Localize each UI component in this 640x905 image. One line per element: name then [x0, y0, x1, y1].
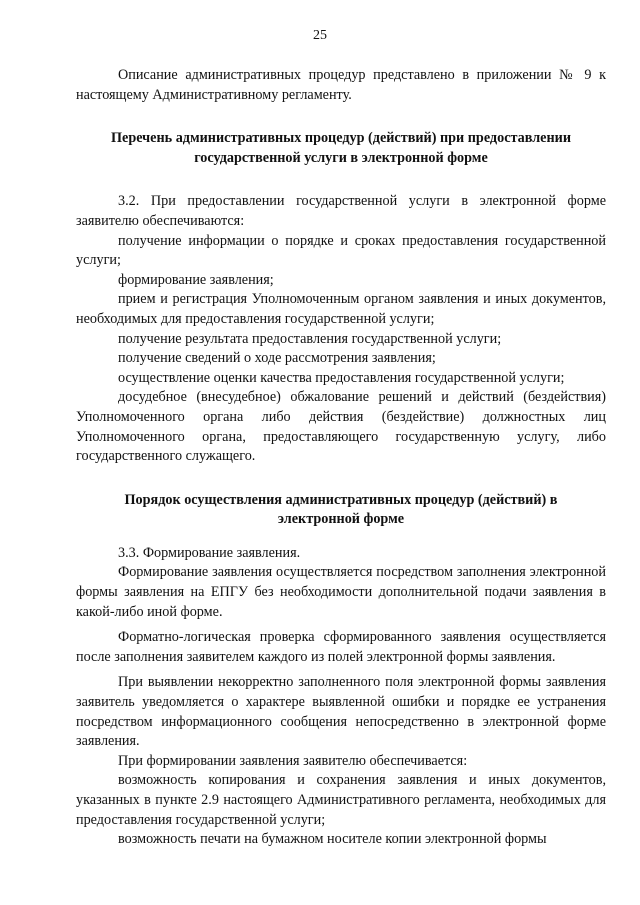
- list-item: получение информации о порядке и сроках предоставления государственной услуги;: [76, 232, 606, 269]
- list-item: досудебное (внесудебное) обжалование решений и действий (бездействия) Уполномоченного органа либо действия (бездействие) должностных лиц Уполномоченного органа, предоставляющего государственную услугу, либо государственного служащего.: [76, 389, 606, 465]
- intro-paragraph: Описание административных процедур представлено в приложении № 9 к настоящему Административному регламенту.: [76, 67, 606, 103]
- list-item: получение сведений о ходе рассмотрения заявления;: [118, 350, 436, 367]
- paragraph: возможность копирования и сохранения заявления и иных документов, указанных в пункте 2.9 настоящего Административного регламента, необходимых для предоставления государственной услуги;: [76, 772, 606, 828]
- section2-title: [76, 491, 606, 530]
- page-number: 25: [313, 28, 327, 43]
- paragraph: При выявлении некорректно заполненного поля электронной формы заявления заявитель уведомляется о характере выявленной ошибки и порядке ее устранения посредством информационного сообщения непосредственно в электронной форме заявления.: [76, 674, 606, 750]
- section2-title-line1: Порядок осуществления административных процедур (действий) в: [124, 491, 558, 508]
- section1-lead: 3.2. При предоставлении государственной услуги в электронной форме заявителю обеспечиваются:: [76, 193, 606, 229]
- list-item: получение результата предоставления государственной услуги;: [118, 330, 502, 347]
- paragraph: При формировании заявления заявителю обеспечивается:: [118, 752, 468, 769]
- list-item: формирование заявления;: [118, 271, 274, 288]
- section1-title-line2: государственной услуги в электронной форме: [194, 149, 488, 166]
- section2-subheading: 3.3. Формирование заявления.: [118, 544, 301, 561]
- paragraph: возможность печати на бумажном носителе копии электронной формы: [118, 831, 547, 848]
- section2-title-line2: электронной форме: [277, 511, 405, 528]
- section1-title: [76, 129, 606, 168]
- list-item: осуществление оценки качества предоставления государственной услуги;: [118, 369, 565, 386]
- paragraph: Формирование заявления осуществляется посредством заполнения электронной формы заявления на ЕПГУ без необходимости дополнительной подачи заявления в какой-либо иной форме.: [76, 564, 606, 620]
- list-item: прием и регистрация Уполномоченным органом заявления и иных документов, необходимых для предоставления государственной услуги;: [76, 291, 606, 327]
- section1-title-line1: Перечень административных процедур (действий) при предоставлении: [111, 130, 571, 147]
- paragraph: Форматно-логическая проверка сформированного заявления осуществляется после заполнения заявителем каждого из полей электронной формы заявления.: [76, 629, 606, 665]
- document-body: [76, 66, 606, 850]
